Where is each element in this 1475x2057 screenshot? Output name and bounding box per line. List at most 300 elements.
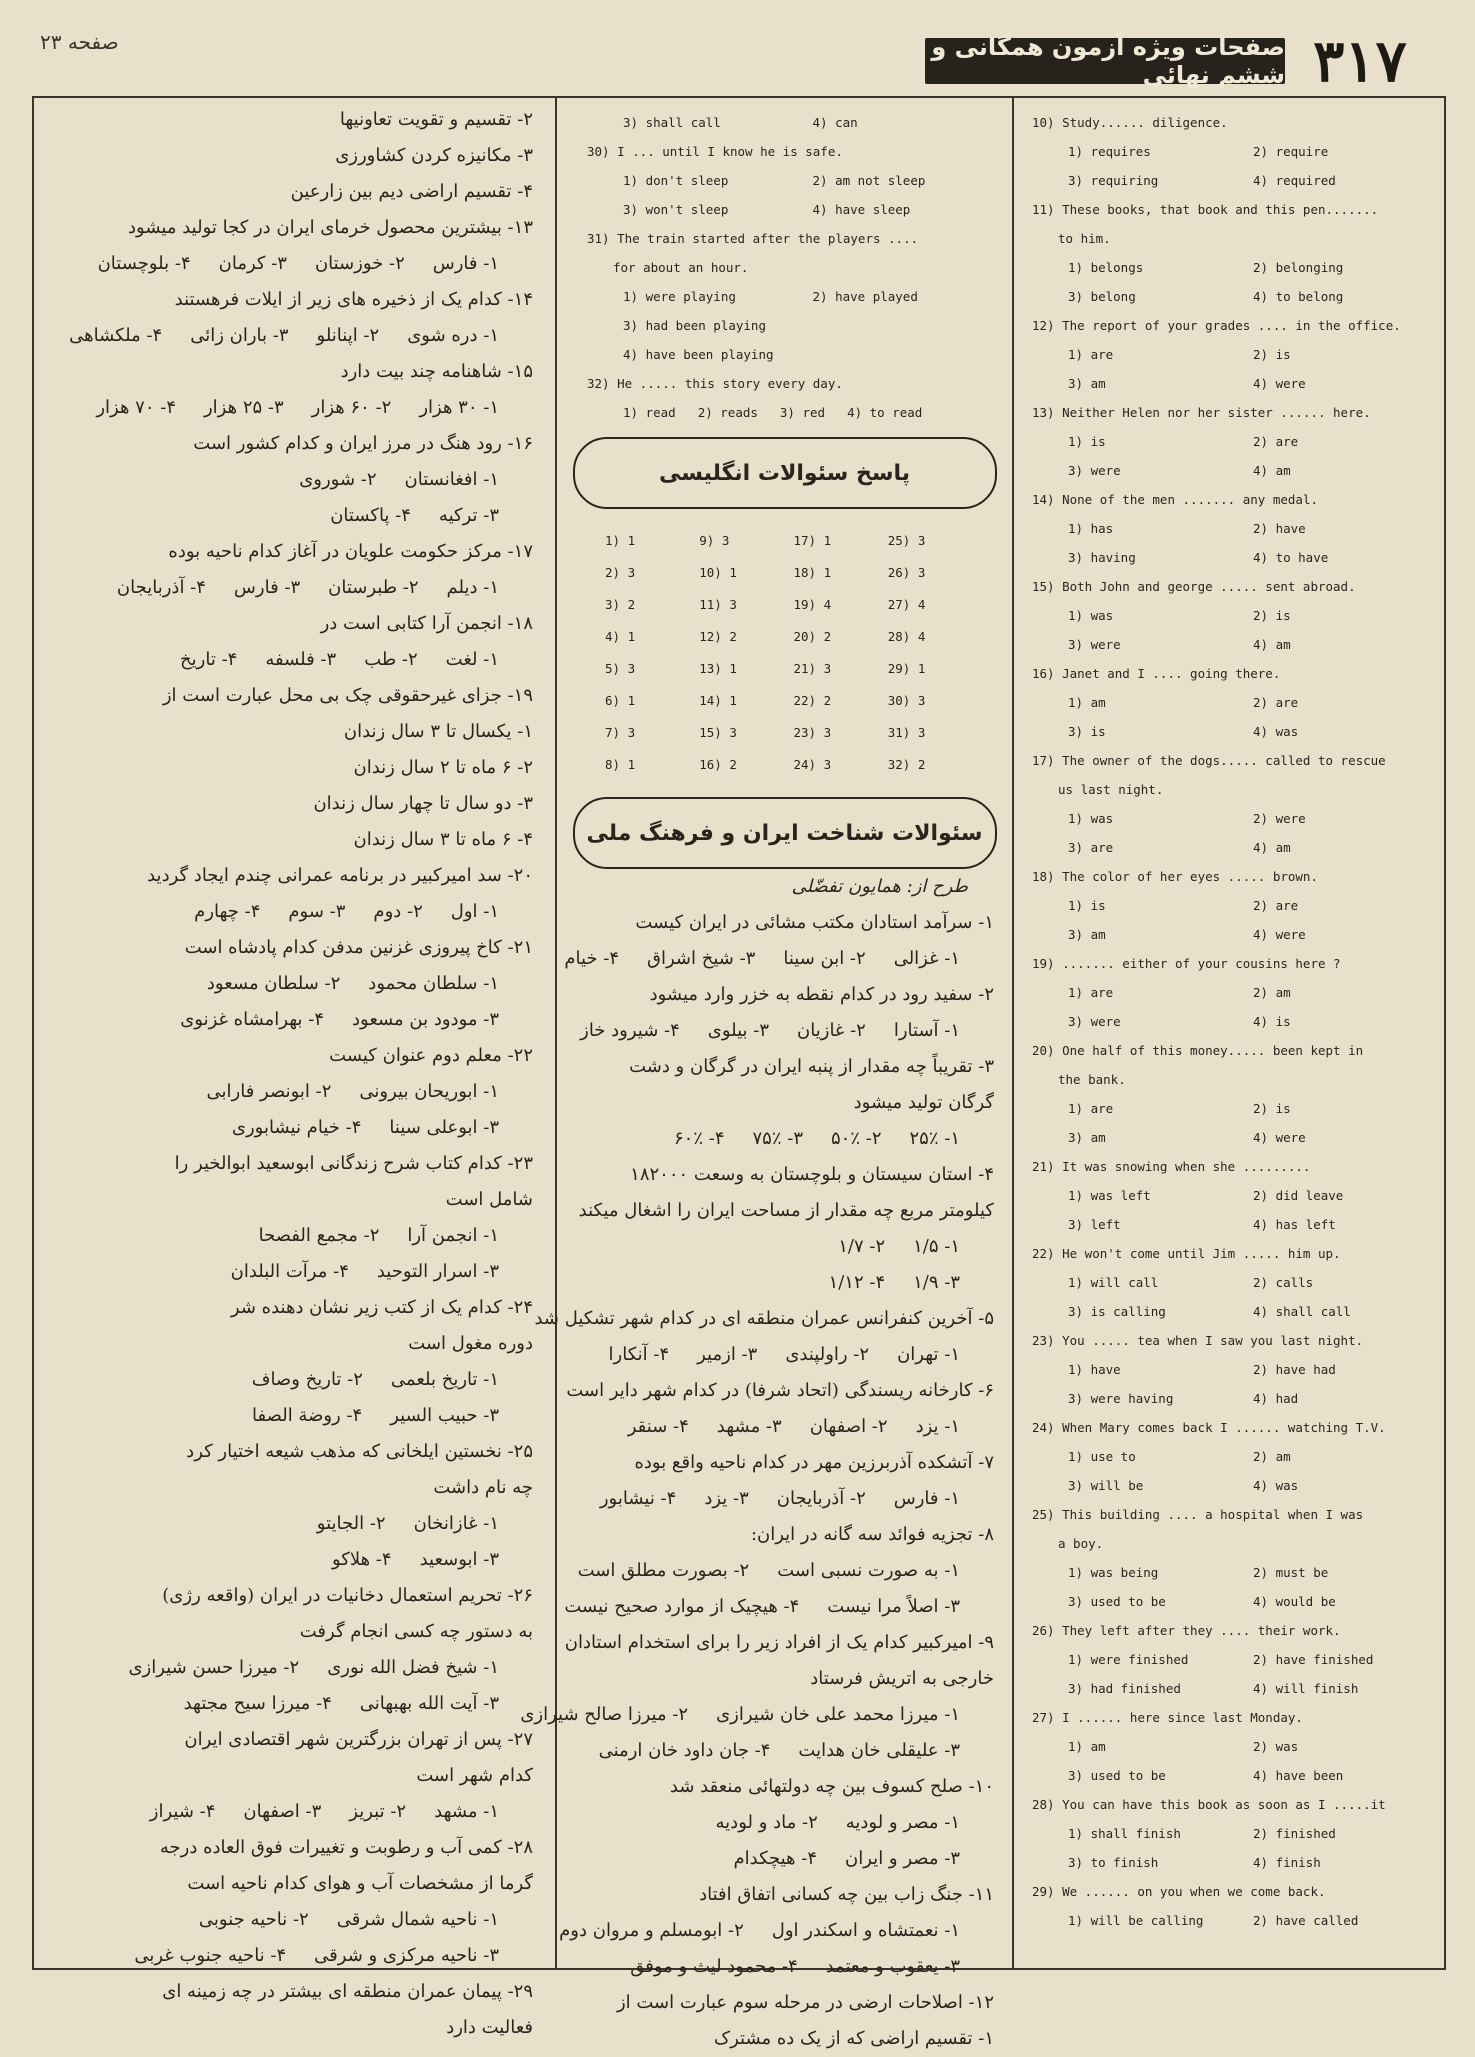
options-row (1020, 1355, 1438, 1384)
option: 3) were (1068, 463, 1121, 478)
option: 2) is (1253, 608, 1291, 623)
choice: ۳- ۷۵٪ (752, 1128, 803, 1149)
option: 1) was (1068, 811, 1114, 826)
option: 3) were (1068, 1014, 1121, 1029)
page-label: صفحه ۲۳ (40, 30, 119, 54)
choice: ۲- غازیان (797, 1020, 866, 1041)
choice: ۳- باران زائی (190, 325, 289, 346)
answer-entry: 4) 1 (605, 629, 636, 644)
options-row (1020, 978, 1438, 1007)
option: 3) used to be (1068, 1768, 1166, 1783)
option: 2) was (1253, 1739, 1299, 1754)
option: 1) is (1068, 434, 1106, 449)
iran-questions-continued (34, 98, 555, 2046)
choice: ۲- تبریز (349, 1801, 407, 1822)
question-line: ۲- تقسیم و تقویت تعاونیها (339, 109, 533, 130)
choices-row (559, 1913, 994, 1949)
question-line: ۱۰- صلح کسوف بین چه دولتهائی منعقد شد (669, 1776, 994, 1797)
choice: ۲- ابومسلم و مروان دوم (559, 1920, 744, 1941)
option: 2) is (1253, 347, 1291, 362)
iran-questions (520, 869, 1012, 2057)
answers-title: پاسخ سئوالات انگلیسی (573, 437, 997, 509)
choice: ۲- شوروی (299, 469, 377, 490)
option: 2) finished (1253, 1826, 1336, 1841)
question-line: دوره مغول است (408, 1333, 533, 1354)
choice: ۲- خوزستان (314, 253, 405, 274)
option: 4) am (1253, 637, 1291, 652)
options-row (1020, 1210, 1438, 1239)
option: 3) am (1068, 1130, 1106, 1145)
option: 2) am (1253, 1449, 1291, 1464)
options-row (1020, 1587, 1438, 1616)
choices-row (50, 318, 533, 354)
answer-entry: 8) 1 (605, 757, 636, 772)
question-stem: 27) I ...... here since last Monday. (1032, 1710, 1303, 1725)
question-line: ۳- دو سال تا چهار سال زندان (313, 793, 533, 814)
options-row (1020, 1558, 1438, 1587)
question-line: گرگان تولید میشود (853, 1092, 994, 1113)
section-banner: صفحات ویژه آزمون همگانی و ششم نهائی (925, 38, 1285, 84)
options-row (1020, 137, 1438, 166)
option: 1) don't sleep (623, 173, 729, 188)
choice: ۲- ابن سینا (783, 948, 866, 969)
question-stem: 20) One half of this money..... been kept in (1032, 1043, 1364, 1058)
choice: ۳- یعقوب و معتمد (825, 1956, 960, 1977)
question-stem: 12) The report of your grades .... in the office. (1032, 318, 1401, 333)
options-row (1020, 1384, 1438, 1413)
question-stem: 23) You ..... tea when I saw you last night. (1032, 1333, 1364, 1348)
choice: ۱- انجمن آرا (407, 1225, 499, 1246)
option: 2) have had (1253, 1362, 1336, 1377)
choice: ۴- شیراز (149, 1801, 216, 1822)
question-line: ۲۶- تحریم استعمال دخانیات در ایران (واقعه رژی) (162, 1585, 533, 1606)
choice: ۴- آذربایجان (116, 577, 206, 598)
choices-row (50, 1398, 533, 1434)
option: 4) to read (847, 405, 923, 420)
question-line: ۱۵- شاهنامه چند بیت دارد (340, 361, 533, 382)
choices-row (571, 1481, 994, 1517)
choice: ۴- آنکارا (608, 1344, 670, 1365)
option: 4) have been playing (623, 347, 774, 362)
question-stem-continued: the bank. (1058, 1072, 1126, 1087)
choice: ۴- ۶۰٪ (674, 1128, 725, 1149)
question-line: ۵- آخرین کنفرانس عمران منطقه ای در کدام شهر تشکیل شد (534, 1308, 994, 1329)
option: 2) have called (1253, 1913, 1359, 1928)
question-line: ۱۶- رود هنگ در مرز ایران و کدام کشور است (193, 433, 533, 454)
question-line: ۷- آتشکده آذربرزین مهر در کدام ناحیه واقع بوده (634, 1452, 994, 1473)
option: 4) to have (1253, 550, 1329, 565)
options-row (1020, 630, 1438, 659)
choice: ۲- دوم (373, 901, 423, 922)
choice: ۱- اول (450, 901, 499, 922)
option: 1) requires (1068, 144, 1151, 159)
question-line: ۲۳- کدام کتاب شرح زندگانی ابوسعید ابوالخیر را (174, 1153, 533, 1174)
options-row (1020, 688, 1438, 717)
option: 4) can (812, 115, 858, 130)
question-line: ۱۲- اصلاحات ارضی در مرحله سوم عبارت است از (616, 1992, 994, 2013)
choice: ۲- سلطان مسعود (206, 973, 341, 994)
author-credit: طرح از: همایون تفضّلی (791, 876, 968, 897)
answer-entry: 19) 4 (793, 597, 832, 612)
option: 3) having (1068, 550, 1136, 565)
choice: ۱- فارس (432, 253, 499, 274)
option: 2) must be (1253, 1565, 1329, 1580)
options-row (575, 108, 1002, 137)
option: 1) will be calling (1068, 1913, 1204, 1928)
choice: ۳- کرمان (218, 253, 287, 274)
choice: ۳- سوم (288, 901, 346, 922)
option: 4) would be (1253, 1594, 1336, 1609)
question-line: شامل است (445, 1189, 533, 1210)
choice: ۲- ماد و لودیه (715, 1812, 818, 1833)
option: 2) are (1253, 695, 1299, 710)
question-stem: 24) When Mary comes back I ...... watching T.V. (1032, 1420, 1386, 1435)
choice: ۱- میرزا محمد علی خان شیرازی (716, 1704, 960, 1725)
answer-entry: 20) 2 (793, 629, 832, 644)
choice: ۲- مجمع الفصحا (258, 1225, 380, 1246)
option: 2) reads (697, 405, 758, 420)
question-stem: 14) None of the men ....... any medal. (1032, 492, 1318, 507)
choice: ۱- ابوریحان بیرونی (359, 1081, 499, 1102)
choice: ۲- میرزا صالح شیرازی (520, 1704, 689, 1725)
choice: ۲- تاریخ وصاف (251, 1369, 363, 1390)
choice: ۳- یزد (704, 1488, 749, 1509)
choice: ۲- ۱/۷ (838, 1236, 886, 1257)
question-line: ۱- تقسیم اراضی که از یک ده مشترک (713, 2028, 994, 2049)
option: 4) was (1253, 724, 1299, 739)
question-line: ۶- کارخانه ریسندگی (اتحاد شرفا) در کدام شهر دایر است (566, 1380, 994, 1401)
question-stem: 15) Both John and george ..... sent abroad. (1032, 579, 1356, 594)
choice: ۱- فارس (893, 1488, 960, 1509)
choice: ۱- سلطان محمود (368, 973, 499, 994)
option: 1) will call (1068, 1275, 1159, 1290)
options-row (1020, 1645, 1438, 1674)
answer-entry: 11) 3 (699, 597, 737, 612)
choice: ۳- ازمیر (697, 1344, 758, 1365)
choice: ۲- اپنانلو (316, 325, 380, 346)
choices-row (520, 1697, 994, 1733)
options-row (575, 398, 1002, 427)
answer-entry: 15) 3 (699, 725, 737, 740)
choice: ۴- ملکشاهی (69, 325, 163, 346)
options-row (1020, 253, 1438, 282)
answer-entry: 2) 3 (605, 565, 636, 580)
question-line: چه نام داشت (433, 1477, 533, 1498)
answer-entry: 1) 1 (605, 533, 636, 548)
choices-row (571, 1949, 994, 1985)
options-row (1020, 804, 1438, 833)
option: 3) belong (1068, 289, 1136, 304)
options-row (1020, 514, 1438, 543)
choice: ۴- چهارم (194, 901, 261, 922)
option: 2) have (1253, 521, 1306, 536)
choice: ۳- ترکیه (438, 505, 499, 526)
option: 4) required (1253, 173, 1336, 188)
choice: ۲- بصورت مطلق است (577, 1560, 750, 1581)
option: 4) am (1253, 463, 1291, 478)
option: 2) calls (1253, 1275, 1314, 1290)
question-stem: 11) These books, that book and this pen....... (1032, 202, 1379, 217)
answer-entry: 25) 3 (887, 533, 926, 548)
option: 2) were (1253, 811, 1306, 826)
question-line: ۲۸- کمی آب و رطوبت و تغییرات فوق العاده درجه (159, 1837, 533, 1858)
choice: ۱- غزالی (893, 948, 960, 969)
options-row (575, 340, 1002, 369)
choice: ۳- اسرار التوحید (376, 1261, 499, 1282)
question-stem: 13) Neither Helen nor her sister ...... here. (1032, 405, 1371, 420)
choice: ۲- ابونصر فارابی (206, 1081, 332, 1102)
question-line: ۱- سرآمد استادان مکتب مشائی در ایران کیست (635, 912, 994, 933)
choice: ۳- فلسفه (265, 649, 337, 670)
choice: ۴- هیچیک از موارد صحیح نیست (564, 1596, 800, 1617)
option: 1) was left (1068, 1188, 1151, 1203)
question-line: ۴- ۶ ماه تا ۳ سال زندان (353, 829, 533, 850)
option: 3) is (1068, 724, 1106, 739)
question-line: ۲۱- کاخ پیروزی غزنین مدفن کدام پادشاه است (184, 937, 533, 958)
question-stem: 25) This building .... a hospital when I was (1032, 1507, 1364, 1522)
answer-entry: 16) 2 (699, 757, 737, 772)
choices-row (50, 1902, 533, 1938)
iran-questions-title: سئوالات شناخت ایران و فرهنگ ملی (573, 797, 997, 869)
choice: ۴- هیچکدام (733, 1848, 818, 1869)
question-line: ۲۵- نخستین ایلخانی که مذهب شیعه اختیار کرد (186, 1441, 533, 1462)
choice: ۲- طبرستان (328, 577, 419, 598)
options-row (1020, 166, 1438, 195)
masthead (915, 27, 1435, 95)
question-line: ۲- ۶ ماه تا ۲ سال زندان (353, 757, 533, 778)
option: 4) were (1253, 927, 1306, 942)
options-row (1020, 1471, 1438, 1500)
option: 3) to finish (1068, 1855, 1159, 1870)
choice: ۳- مشهد (716, 1416, 782, 1437)
question-stem-continued: a boy. (1058, 1536, 1104, 1551)
options-row (575, 166, 1002, 195)
choices-row (564, 941, 994, 977)
option: 3) used to be (1068, 1594, 1166, 1609)
answer-entry: 3) 2 (605, 597, 636, 612)
choice: ۱- افغانستان (404, 469, 499, 490)
answer-entry: 7) 3 (605, 725, 636, 740)
choice: ۱- دره شوی (407, 325, 499, 346)
option: 3) am (1068, 927, 1106, 942)
choice: ۴- روضة الصفا (252, 1405, 363, 1426)
choices-row (571, 1013, 994, 1049)
question-stem: 10) Study...... diligence. (1032, 115, 1228, 130)
question-line: ۱۴- کدام یک از ذخیره های زیر از ایلات فرهستند (174, 289, 533, 310)
choices-row (50, 1542, 533, 1578)
question-line: فعالیت دارد (446, 2017, 533, 2038)
choices-row (50, 966, 533, 1002)
choices-row (571, 1805, 994, 1841)
options-row (1020, 1761, 1438, 1790)
choices-row (50, 462, 533, 498)
option: 3) am (1068, 376, 1106, 391)
question-stem: 19) ....... either of your cousins here ? (1032, 956, 1341, 971)
answer-entry: 23) 3 (793, 725, 832, 740)
question-line: ۱- یکسال تا ۳ سال زندان (343, 721, 533, 742)
choice: ۲- طب (364, 649, 418, 670)
choice: ۱- دیلم (446, 577, 499, 598)
choice: ۱- آستارا (893, 1020, 960, 1041)
question-line: ۴- تقسیم اراضی دیم بین زارعین (290, 181, 533, 202)
choice: ۳- شیخ اشراق (647, 948, 756, 969)
option: 4) were (1253, 376, 1306, 391)
answer-entry: 13) 1 (699, 661, 737, 676)
option: 2) is (1253, 1101, 1291, 1116)
choice: ۱- مصر و لودیه (845, 1812, 960, 1833)
choices-row (571, 1553, 994, 1589)
question-line: ۹- امیرکبیر کدام یک از افراد زیر را برای استخدام استادان (564, 1632, 994, 1653)
choices-row (50, 570, 533, 606)
choice: ۳- ناحیه مرکزی و شرقی (314, 1945, 499, 1966)
question-line: کدام شهر است (416, 1765, 533, 1786)
option: 4) had (1253, 1391, 1299, 1406)
choices-row (50, 1650, 533, 1686)
option: 3) will be (1068, 1478, 1144, 1493)
question-line: ۴- استان سیستان و بلوچستان به وسعت ۱۸۲۰۰۰ (630, 1164, 994, 1185)
choice: ۴- محمود لیث و موفق (630, 1956, 798, 1977)
page-number: ۳۱۷ (1313, 27, 1407, 95)
question-stem: 26) They left after they .... their work. (1032, 1623, 1341, 1638)
choice: ۴- هلاکو (331, 1549, 392, 1570)
options-row (1020, 920, 1438, 949)
question-line: خارجی به اتریش فرستاد (810, 1668, 994, 1689)
option: 1) were playing (623, 289, 736, 304)
choice: ۲- اصفهان (809, 1416, 888, 1437)
option: 4) is (1253, 1014, 1291, 1029)
choice: ۳- ابوعلی سینا (389, 1117, 499, 1138)
question-line: گرما از مشخصات آب و هوای کدام ناحیه است (187, 1873, 533, 1894)
question-line: ۳- تقریباً چه مقدار از پنبه ایران در گرگان و دشت (629, 1056, 994, 1077)
option: 2) am (1253, 985, 1291, 1000)
options-row (1020, 369, 1438, 398)
options-row (1020, 456, 1438, 485)
option: 2) belonging (1253, 260, 1344, 275)
answer-entry: 5) 3 (605, 661, 636, 676)
choice: ۱- یزد (915, 1416, 960, 1437)
choice: ۳- ابوسعید (419, 1549, 499, 1570)
choice: ۱- تهران (897, 1344, 960, 1365)
option: 4) shall call (1253, 1304, 1351, 1319)
answer-entry: 18) 1 (793, 565, 832, 580)
content-frame (32, 96, 1446, 2049)
choice: ۲- ۵۰٪ (831, 1128, 882, 1149)
option: 1) is (1068, 898, 1106, 913)
question-line: ۲۴- کدام یک از کتب زیر نشان دهنده شر (230, 1297, 533, 1318)
iran-questions-list (520, 905, 994, 2057)
options-row (1020, 1848, 1438, 1877)
options-row (1020, 891, 1438, 920)
option: 1) are (1068, 1101, 1114, 1116)
choice: ۴- ۱/۱۲ (828, 1272, 886, 1293)
option: 1) belongs (1068, 260, 1144, 275)
choice: ۱- لغت (445, 649, 499, 670)
english-questions-column (1012, 98, 1444, 1968)
choices-row (571, 1409, 994, 1445)
choice: ۴- سنقر (627, 1416, 689, 1437)
question-line: کیلومتر مربع چه مقدار از مساحت ایران را اشغال میکند (578, 1200, 994, 1221)
question-line: ۲۰- سد امیرکبیر در برنامه عمرانی چندم ایجاد گردید (147, 865, 533, 886)
option: 1) use to (1068, 1449, 1136, 1464)
answer-entry: 9) 3 (699, 533, 730, 548)
options-row (1020, 833, 1438, 862)
option: 2) did leave (1253, 1188, 1344, 1203)
answer-entry: 17) 1 (793, 533, 832, 548)
choice: ۳- بیلوی (707, 1020, 770, 1041)
choice: ۱- تاریخ بلعمی (390, 1369, 499, 1390)
choice: ۱- مشهد (434, 1801, 499, 1822)
answer-key-grid (557, 509, 1012, 787)
question-stem: 17) The owner of the dogs..... called to rescue (1032, 753, 1386, 768)
answer-entry: 24) 3 (793, 757, 832, 772)
answer-entry: 28) 4 (887, 629, 926, 644)
choice: ۴- پاکستان (330, 505, 411, 526)
choice: ۳- ۱/۹ (913, 1272, 960, 1293)
choice: ۳- مصر و ایران (845, 1848, 960, 1869)
question-stem: 22) He won't come until Jim ..... him up. (1032, 1246, 1341, 1261)
answer-entry: 21) 3 (793, 661, 832, 676)
answer-entry: 30) 3 (887, 693, 926, 708)
option: 3) had been playing (623, 318, 766, 333)
option: 2) have finished (1253, 1652, 1374, 1667)
choices-row (50, 390, 533, 426)
option: 1) has (1068, 521, 1114, 536)
english-questions-list (1014, 98, 1444, 1935)
options-row (575, 311, 1002, 340)
choices-row (571, 1337, 994, 1373)
option: 3) were (1068, 637, 1121, 652)
options-row (1020, 717, 1438, 746)
choice: ۱- ناحیه شمال شرقی (336, 1909, 499, 1930)
option: 4) have sleep (812, 202, 911, 217)
question-stem: 32) He ..... this story every day. (587, 376, 843, 391)
question-stem: 29) We ...... on you when we come back. (1032, 1884, 1326, 1899)
option: 4) will finish (1253, 1681, 1359, 1696)
choice: ۲- ۶۰ هزار (311, 397, 392, 418)
question-line: ۱۸- انجمن آرا کتابی است در (320, 613, 533, 634)
answer-entry: 27) 4 (887, 597, 926, 612)
choices-row (50, 1002, 533, 1038)
choices-row (571, 1229, 994, 1265)
question-stem: 16) Janet and I .... going there. (1032, 666, 1281, 681)
question-line: ۱۳- بیشترین محصول خرمای ایران در کجا تولید میشود (128, 217, 533, 238)
choices-row (50, 1110, 533, 1146)
english-questions-continued (557, 98, 1012, 427)
question-stem: 30) I ... until I know he is safe. (587, 144, 843, 159)
answer-entry: 22) 2 (793, 693, 832, 708)
answer-entry: 12) 2 (699, 629, 737, 644)
question-stem-continued: for about an hour. (613, 260, 749, 275)
option: 4) was (1253, 1478, 1299, 1493)
option: 4) has left (1253, 1217, 1336, 1232)
options-row (1020, 1906, 1438, 1935)
option: 1) are (1068, 985, 1114, 1000)
options-row (1020, 1819, 1438, 1848)
choice: ۳- حبیب السیر (390, 1405, 499, 1426)
options-row (1020, 1268, 1438, 1297)
option: 1) are (1068, 347, 1114, 362)
choices-row (50, 498, 533, 534)
choice: ۲- میرزا حسن شیرازی (128, 1657, 300, 1678)
choice: ۱- ۳۰ هزار (419, 397, 499, 418)
option: 1) am (1068, 1739, 1106, 1754)
choices-row (571, 1265, 994, 1301)
choices-row (50, 1686, 533, 1722)
middle-column (520, 98, 1012, 2049)
options-row (1020, 601, 1438, 630)
options-row (1020, 1297, 1438, 1326)
options-row (1020, 1123, 1438, 1152)
